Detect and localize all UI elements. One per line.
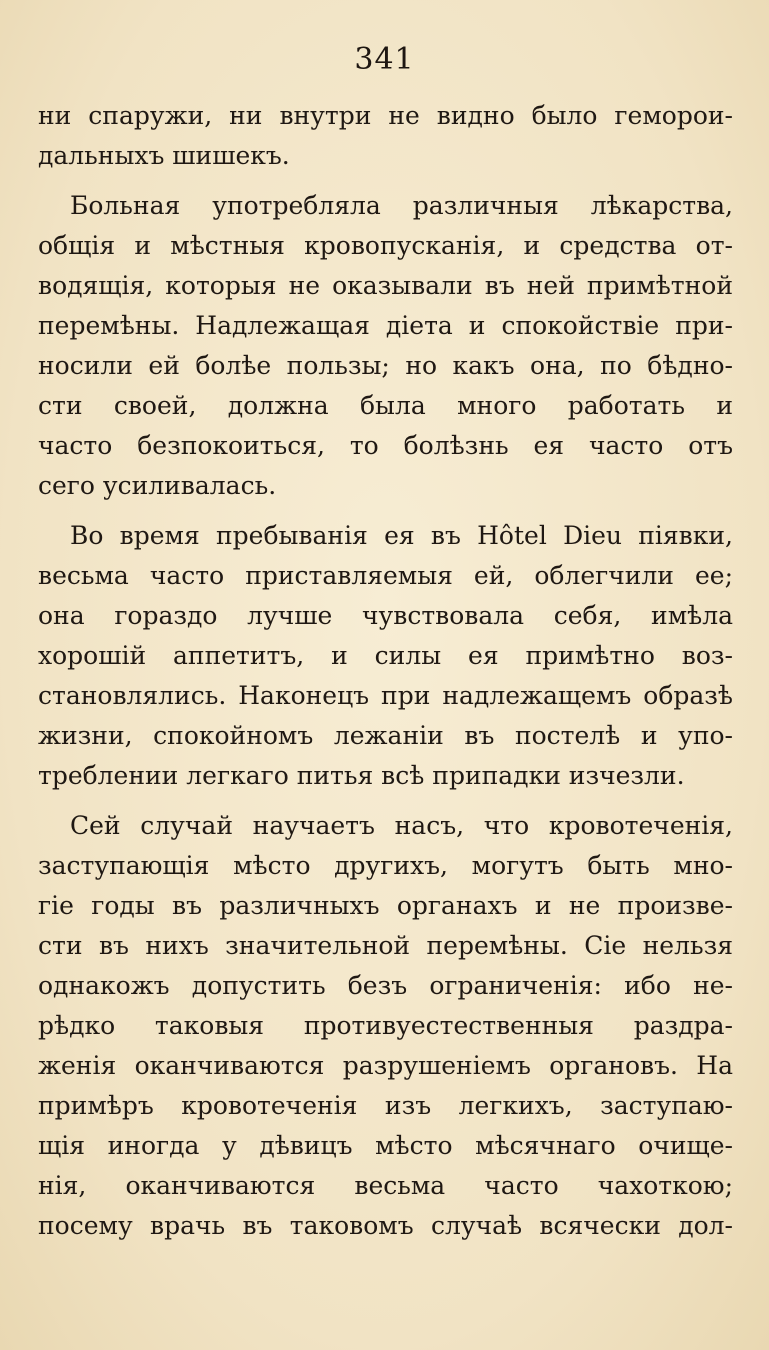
text-line: щія иногда у дѣвицъ мѣсто мѣсячнаго очище- bbox=[38, 1131, 733, 1160]
text-line: примѣръ кровотеченія изъ легкихъ, заступаю- bbox=[38, 1091, 733, 1120]
paragraph-2 bbox=[38, 186, 733, 506]
body-text bbox=[38, 96, 733, 1246]
text-line: становлялись. Наконецъ при надлежащемъ образѣ bbox=[38, 681, 733, 710]
text-line: нія, оканчиваются весьма часто чахоткою; bbox=[38, 1171, 733, 1200]
text-line: треблении легкаго питья всѣ припадки изчезли. bbox=[38, 761, 685, 790]
text-line: сти своей, должна была много работать и bbox=[38, 391, 733, 420]
paragraph-1 bbox=[38, 96, 733, 176]
text-line: посему врачь въ таковомъ случаѣ всячески дол- bbox=[38, 1211, 733, 1240]
text-line: рѣдко таковыя противуестественныя раздра- bbox=[38, 1011, 733, 1040]
text-line: часто безпокоиться, то болѣзнь ея часто отъ bbox=[38, 431, 733, 460]
text-line: дальныхъ шишекъ. bbox=[38, 141, 290, 170]
text-line: Сей случай научаетъ насъ, что кровотеченія, bbox=[70, 811, 733, 840]
text-line: общія и мѣстныя кровопусканія, и средства от- bbox=[38, 231, 733, 260]
text-line: хорошій аппетитъ, и силы ея примѣтно воз- bbox=[38, 641, 733, 670]
text-line: ни спаружи, ни внутри не видно было геморои- bbox=[38, 101, 733, 130]
text-line: водящія, которыя не оказывали въ ней примѣтной bbox=[38, 271, 733, 300]
text-line: женія оканчиваются разрушеніемъ органовъ. На bbox=[38, 1051, 733, 1080]
paragraph-4 bbox=[38, 806, 733, 1246]
text-line: сего усиливалась. bbox=[38, 471, 277, 500]
text-line: весьма часто приставляемыя ей, облегчили ее; bbox=[38, 561, 733, 590]
text-line: заступающія мѣсто другихъ, могутъ быть мно- bbox=[38, 851, 733, 880]
text-line: сти въ нихъ значительной перемѣны. Сіе нельзя bbox=[38, 931, 733, 960]
text-line: гіе годы въ различныхъ органахъ и не произве- bbox=[38, 891, 733, 920]
text-line: Больная употребляла различныя лѣкарства, bbox=[70, 191, 733, 220]
paragraph-3 bbox=[38, 516, 733, 796]
text-line: однакожъ допустить безъ ограниченія: ибо не- bbox=[38, 971, 733, 1000]
text-line: перемѣны. Надлежащая діета и спокойствіе при- bbox=[38, 311, 733, 340]
text-line: Во время пребыванія ея въ Hôtel Dieu піявки, bbox=[70, 521, 733, 550]
text-line: носили ей болѣе пользы; но какъ она, по бѣдно- bbox=[38, 351, 733, 380]
text-line: жизни, спокойномъ лежаніи въ постелѣ и упо- bbox=[38, 721, 733, 750]
page-number: 341 bbox=[354, 42, 415, 77]
text-line: она гораздо лучше чувствовала себя, имѣла bbox=[38, 601, 733, 630]
